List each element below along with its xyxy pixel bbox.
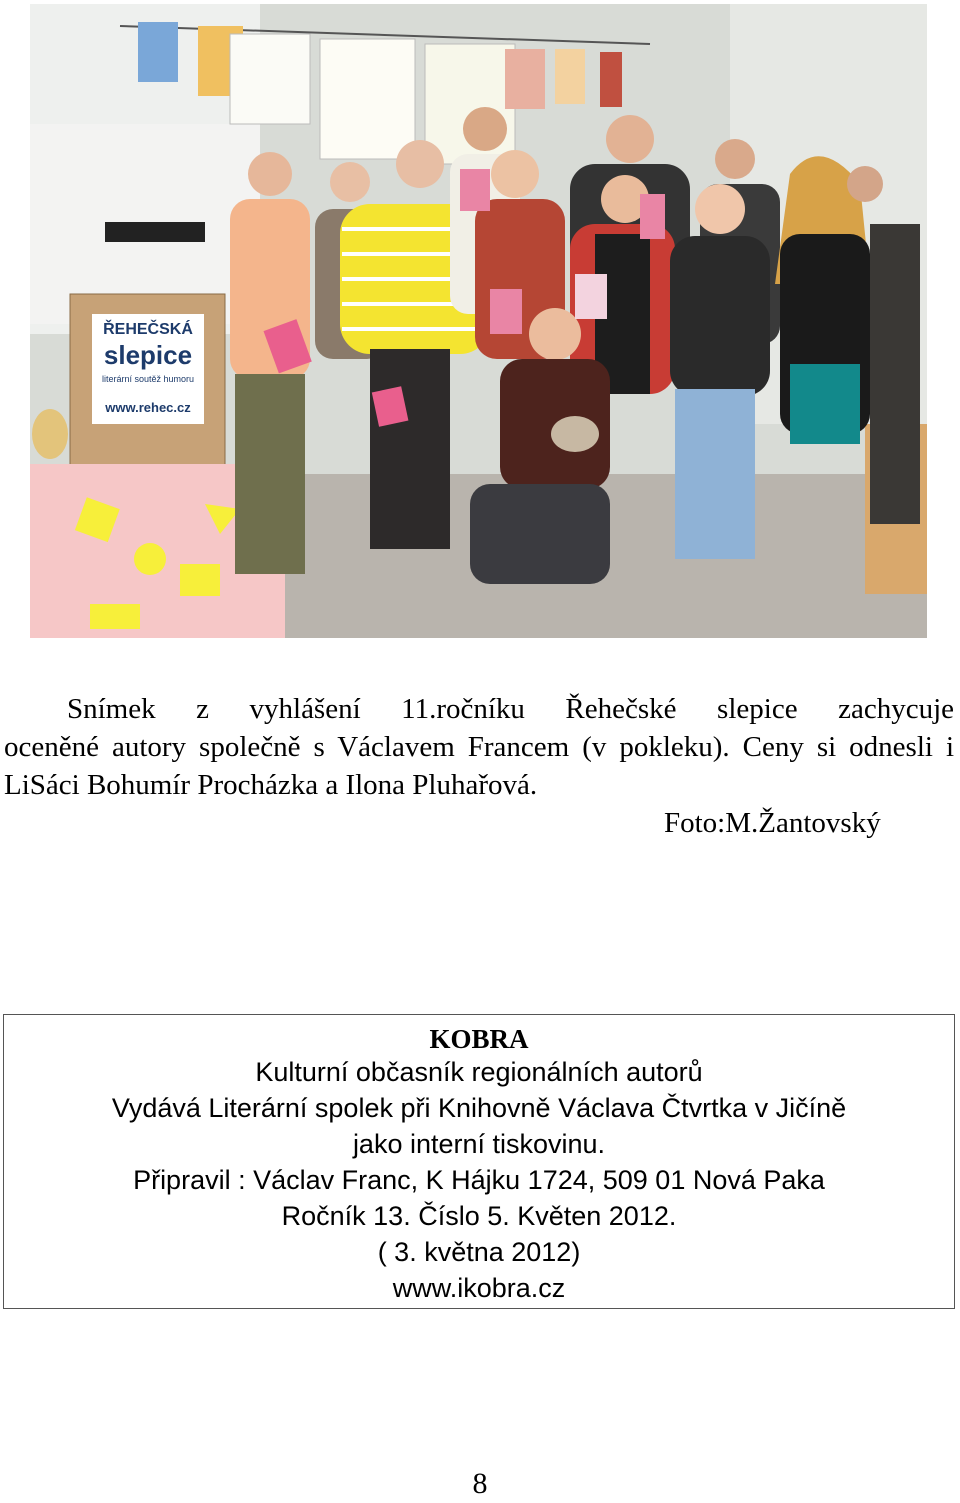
photo-caption: [4, 690, 954, 842]
sign-url: www.rehec.cz: [105, 400, 191, 415]
issue-date: ( 3. května 2012): [377, 1237, 581, 1267]
sign-caption: literární soutěž humoru: [101, 374, 195, 384]
photo-credit: Foto:M.Žantovský: [664, 807, 881, 839]
publication-subtitle: Kulturní občasník regionálních autorů: [255, 1057, 703, 1087]
group-photo: [30, 4, 927, 638]
sign-title: ŘEHEČSKÁ: [103, 321, 193, 338]
sign-subtitle: slepice: [103, 340, 193, 370]
caption-text: oceněné autory společně s Václavem Francem (v pokleku). Ceny si odnesli i LiSáci Bohumír Procházka a Ilona Pluhařová.: [4, 731, 954, 801]
page-number: 8: [472, 1467, 488, 1500]
publisher-note: jako interní tiskovinu.: [352, 1129, 606, 1159]
colophon-box: [3, 1014, 955, 1309]
website-link[interactable]: www.ikobra.cz: [392, 1273, 566, 1303]
caption-line-1: Snímek z vyhlášení 11.ročníku Řehečské slepice zachycuje: [67, 693, 954, 725]
issue-line: Ročník 13. Číslo 5. Květen 2012.: [281, 1201, 677, 1231]
publication-title: KOBRA: [429, 1024, 529, 1054]
publisher-line: Vydává Literární spolek při Knihovně Václava Čtvrtka v Jičíně: [111, 1093, 847, 1123]
editor-line: Připravil : Václav Franc, K Hájku 1724, 509 01 Nová Paka: [133, 1165, 825, 1195]
